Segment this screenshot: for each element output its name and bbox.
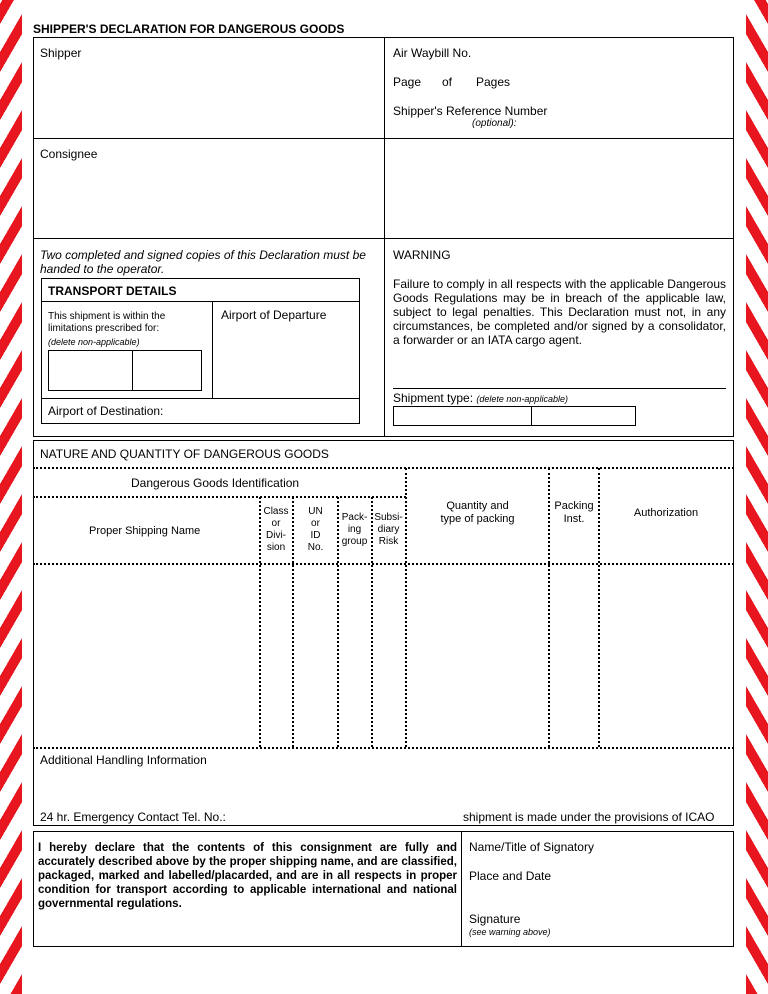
name-title-label: Name/Title of Signatory (469, 840, 594, 854)
copies-note: Two completed and signed copies of this Declaration must be handed to the operator. (40, 248, 366, 276)
dg-identification-header: Dangerous Goods Identification (131, 476, 300, 490)
hazard-stripe-right (746, 0, 768, 994)
signature-field[interactable] (560, 908, 730, 938)
icao-note: shipment is made under the provisions of ICAO (463, 810, 715, 824)
limits-delete-note: (delete non-applicable) (48, 337, 140, 347)
col-packing-inst: Packing Inst. (554, 500, 594, 525)
additional-handling-field[interactable] (36, 770, 731, 806)
col-class-division: Class or Divi- sion (263, 506, 289, 553)
signature-note: (see warning above) (469, 927, 551, 937)
air-waybill-field[interactable] (480, 44, 730, 62)
shipper-label: Shipper (40, 46, 82, 60)
airport-departure-label: Airport of Departure (221, 308, 327, 322)
consignee-label: Consignee (40, 147, 98, 161)
aircraft-option-right[interactable] (133, 351, 201, 390)
pages-label: Pages (476, 75, 511, 89)
consignee-field[interactable] (36, 162, 380, 234)
air-waybill-label: Air Waybill No. (393, 46, 472, 60)
of-label: of (442, 75, 453, 89)
goods-section-title: NATURE AND QUANTITY OF DANGEROUS GOODS (40, 447, 329, 461)
col-proper-shipping-name: Proper Shipping Name (89, 525, 201, 537)
shipment-type-option-right[interactable] (532, 407, 635, 425)
goods-entry-area[interactable] (36, 567, 731, 745)
shipment-limits-label: This shipment is within the limitations prescribed for: (48, 311, 166, 334)
col-authorization: Authorization (633, 507, 699, 519)
warning-text: Failure to comply in all respects with the applicable Dangerous Goods Regulations may be in breach of the applicable law, subject to legal penalties. This Declaration must not, in any circumstances, be completed and/or signed by a consolidator, a forwarder or an IATA cargo agent. (393, 277, 726, 347)
shipment-type-option-left[interactable] (394, 407, 531, 425)
airport-destination-label: Airport of Destination: (48, 404, 164, 418)
col-un-id: UN or ID No. (307, 506, 324, 553)
emergency-contact-label: 24 hr. Emergency Contact Tel. No.: (40, 810, 226, 824)
form-title: SHIPPER'S DECLARATION FOR DANGEROUS GOODS (33, 22, 345, 36)
shipment-type-label: Shipment type: (delete non-applicable) (393, 391, 568, 405)
warning-title: WARNING (393, 248, 451, 262)
aircraft-option-left[interactable] (49, 351, 132, 390)
declaration-text: I hereby declare that the contents of this consignment are fully and accurately described above by the proper shipping name, and are classified, packaged, marked and labelled/placarded, and are in all respects in proper condition for transport according to applicable international and national governmental regulations. (38, 842, 457, 910)
shipper-field[interactable] (36, 62, 380, 134)
shipper-reference-label: Shipper's Reference Number (393, 104, 548, 118)
optional-note: (optional): (472, 118, 517, 129)
place-date-label: Place and Date (469, 869, 552, 883)
signature-label: Signature (469, 912, 521, 926)
col-packing-group: Pack- ing group (341, 512, 368, 547)
transport-details-title: TRANSPORT DETAILS (48, 284, 177, 298)
col-subsidiary-risk: Subsi- diary Risk (374, 512, 403, 547)
page-label: Page (393, 75, 422, 89)
hazard-stripe-left (0, 0, 22, 994)
col-quantity-type: Quantity and type of packing (440, 500, 515, 525)
additional-handling-label: Additional Handling Information (40, 753, 207, 767)
